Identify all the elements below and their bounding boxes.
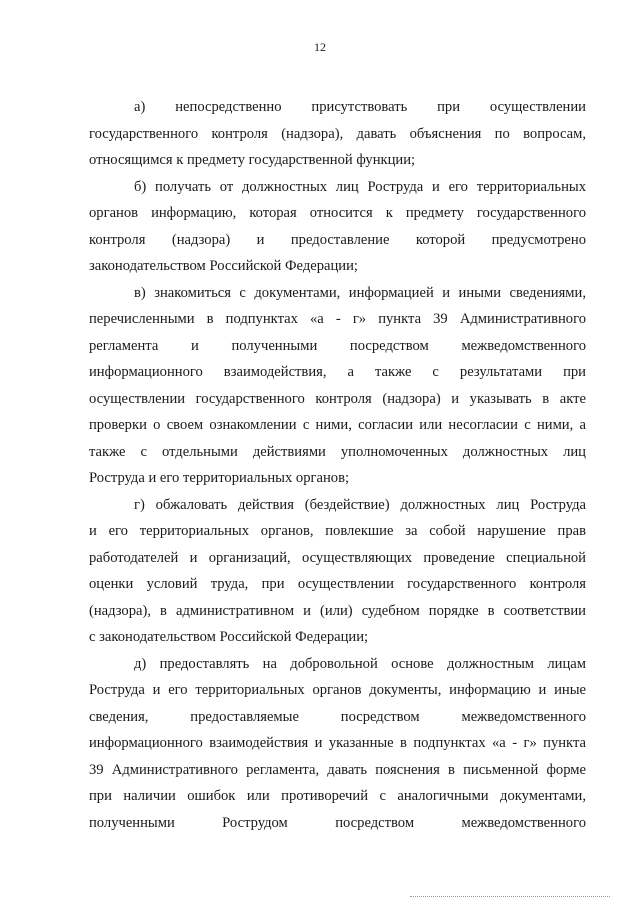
text-line: работодателей и организаций, осуществляющих проведение специальной: [89, 549, 586, 566]
paragraph-a: [89, 94, 586, 174]
text-line: информационного взаимодействия и указанные в подпунктах «а - г» пункта: [89, 735, 586, 751]
text-line: б) получать от должностных лиц Роструда и его территориальных: [134, 178, 586, 195]
text-line: с законодательством Российской Федерации;: [89, 629, 369, 645]
text-line: также с отдельными действиями уполномоченных должностных лиц: [89, 443, 586, 460]
text-line: регламента и полученными посредством межведомственного: [89, 337, 586, 354]
text-line: сведения, предоставляемые посредством межведомственного: [89, 708, 586, 725]
paragraph-v: [89, 280, 586, 492]
text-line: контроля (надзора) и предоставление которой предусмотрено: [89, 231, 586, 248]
text-line: Роструда и его территориальных органов документы, информацию и иные: [89, 682, 586, 698]
text-line: информационного взаимодействия, а также с результатами при: [89, 364, 586, 380]
text-line: (надзора), в административном и (или) судебном порядке в соответствии: [89, 602, 586, 619]
text-line: государственного контроля (надзора), давать объяснения по вопросам,: [89, 125, 586, 142]
page-number: 12: [314, 40, 326, 54]
document-body: [89, 94, 586, 836]
text-line: 39 Административного регламента, давать пояснения в письменной форме: [89, 761, 586, 778]
text-line: в) знакомиться с документами, информацией и иными сведениями,: [134, 284, 586, 301]
scan-artifact-divider: [410, 896, 610, 899]
text-line: при наличии ошибок или противоречий с аналогичными документами,: [89, 788, 586, 804]
text-line: осуществлении государственного контроля (надзора) и указывать в акте: [89, 390, 586, 407]
text-line: законодательством Российской Федерации;: [89, 258, 358, 274]
text-line: Роструда и его территориальных органов;: [89, 470, 350, 486]
text-line: оценки условий труда, при осуществлении государственного контроля: [89, 576, 586, 592]
text-line: д) предоставлять на добровольной основе должностным лицам: [134, 655, 586, 672]
text-line: а) непосредственно присутствовать при осуществлении: [134, 99, 586, 115]
text-line: проверки о своем ознакомлении с ними, согласии или несогласии с ними, а: [89, 417, 586, 433]
text-line: перечисленными в подпунктах «а - г» пункта 39 Административного: [89, 311, 586, 327]
paragraph-g: [89, 492, 586, 651]
text-line: г) обжаловать действия (бездействие) должностных лиц Роструда: [134, 496, 586, 513]
text-line: полученными Рострудом посредством межведомственного: [89, 814, 586, 831]
text-line: и его территориальных органов, повлекшие за собой нарушение прав: [89, 523, 586, 539]
text-line: органов информацию, которая относится к предмету государственного: [89, 205, 586, 221]
paragraph-b: [89, 174, 586, 280]
text-line: относящимся к предмету государственной функции;: [89, 152, 416, 168]
paragraph-d: [89, 651, 586, 837]
